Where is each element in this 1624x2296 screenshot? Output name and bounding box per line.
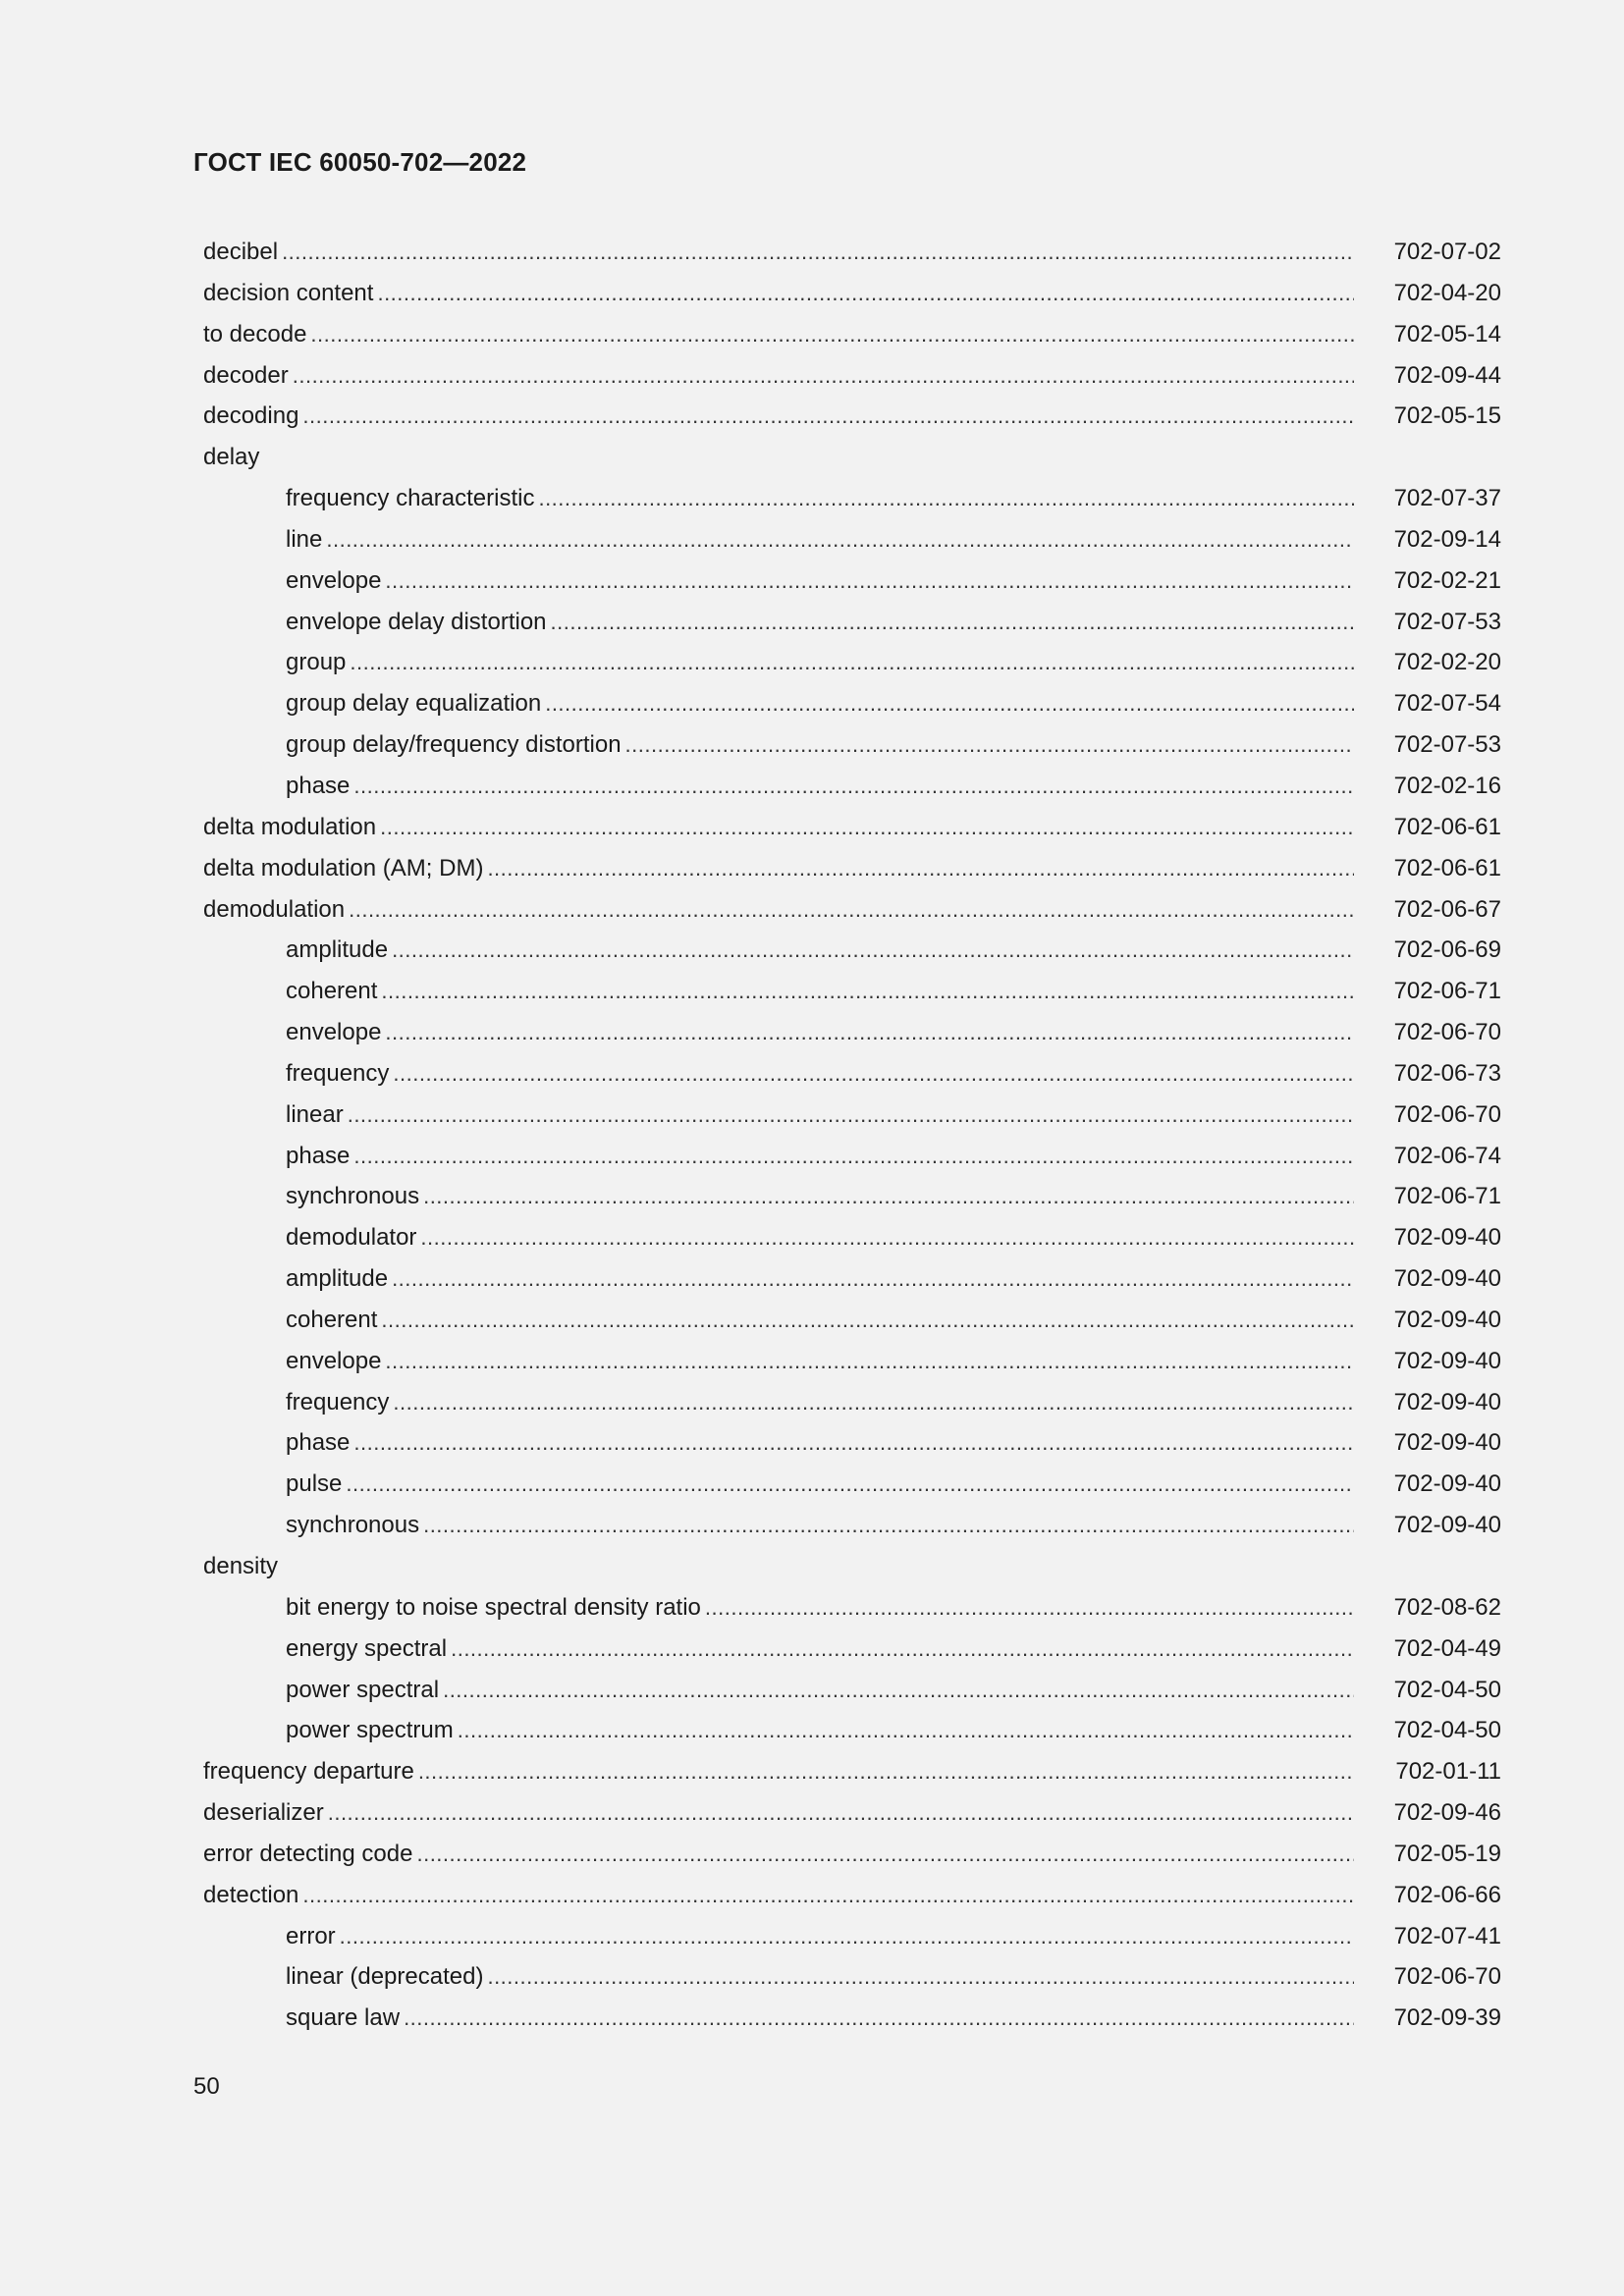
index-entry [203, 396, 1501, 437]
index-reference-code: 702-09-40 [1393, 1429, 1501, 1457]
index-entry [203, 1217, 1501, 1258]
index-entry [203, 971, 1501, 1012]
index-reference-code: 702-04-50 [1393, 1717, 1501, 1744]
dot-leader [328, 1792, 1354, 1834]
index-term: frequency characteristic [286, 485, 535, 512]
index-term: phase [286, 1429, 351, 1457]
index-term: amplitude [286, 1265, 389, 1293]
index-reference-code: 702-09-40 [1393, 1388, 1501, 1415]
index-term: envelope [286, 566, 382, 594]
dot-leader [326, 519, 1354, 561]
index-reference-code: 702-07-37 [1393, 485, 1501, 512]
index-entry [203, 1751, 1501, 1792]
index-reference-code: 702-05-15 [1393, 402, 1501, 430]
index-term: coherent [286, 978, 378, 1005]
index-term: group delay equalization [286, 690, 542, 718]
index-reference-code: 702-01-11 [1395, 1758, 1501, 1786]
dot-leader [392, 930, 1354, 971]
dot-leader [293, 355, 1354, 397]
index-entry [203, 724, 1501, 766]
dot-leader [423, 1176, 1354, 1217]
dot-leader [302, 1875, 1354, 1916]
page-number: 50 [193, 2073, 220, 2100]
index-reference-code: 702-07-53 [1393, 731, 1501, 759]
index-reference-code: 702-09-39 [1393, 2004, 1501, 2032]
index-reference-code: 702-09-46 [1393, 1799, 1501, 1827]
index-reference-code: 702-04-20 [1393, 279, 1501, 306]
index-reference-code: 702-07-02 [1393, 239, 1501, 265]
index-entry [203, 314, 1501, 355]
index-entry [203, 1012, 1501, 1053]
dot-leader [380, 807, 1354, 848]
dot-leader [538, 478, 1354, 519]
index-term: detection [203, 1881, 299, 1908]
dot-leader [423, 1505, 1354, 1546]
dot-leader [381, 1300, 1354, 1341]
index-reference-code: 702-09-40 [1393, 1306, 1501, 1333]
dot-leader [353, 1422, 1354, 1464]
index-term: linear (deprecated) [286, 1963, 484, 1991]
index-term: phase [286, 1142, 351, 1169]
index-entry [203, 1464, 1501, 1505]
index-entry [203, 1546, 1501, 1587]
index-reference-code: 702-06-67 [1393, 895, 1501, 923]
index-entry [203, 1258, 1501, 1300]
index-reference-code: 702-09-40 [1393, 1347, 1501, 1374]
index-reference-code: 702-05-19 [1393, 1840, 1501, 1867]
index-term: decoding [203, 402, 299, 430]
index-term: group [286, 649, 347, 676]
dot-leader [348, 1095, 1354, 1136]
index-term: envelope [286, 1347, 382, 1374]
index-entry [203, 1300, 1501, 1341]
document-header: ГОСТ IEC 60050-702—2022 [193, 147, 527, 177]
dot-leader [418, 1751, 1354, 1792]
index-reference-code: 702-09-40 [1393, 1224, 1501, 1252]
dot-leader [353, 766, 1354, 807]
index-term: error [286, 1922, 336, 1949]
index-term: square law [286, 2004, 401, 2032]
index-reference-code: 702-07-41 [1393, 1922, 1501, 1949]
index-entry [203, 1710, 1501, 1751]
index-reference-code: 702-06-70 [1393, 1100, 1501, 1128]
index-entry [203, 807, 1501, 848]
index-term: demodulation [203, 895, 346, 923]
dot-leader [416, 1834, 1354, 1875]
dot-leader [392, 1258, 1354, 1300]
index-reference-code: 702-06-70 [1393, 1019, 1501, 1046]
index-term: phase [286, 772, 351, 799]
dot-leader [302, 396, 1354, 437]
index-reference-code: 702-09-40 [1393, 1470, 1501, 1498]
dot-leader [393, 1382, 1354, 1423]
dot-leader [349, 889, 1354, 931]
index-entry [203, 273, 1501, 314]
index-term: synchronous [286, 1512, 420, 1539]
index-entry [203, 437, 1501, 478]
index-term: line [286, 525, 323, 553]
index-entry [203, 1670, 1501, 1711]
index-term: decision content [203, 279, 374, 306]
index-entry [203, 1053, 1501, 1095]
index-reference-code: 702-05-14 [1393, 320, 1501, 347]
index-reference-code: 702-02-20 [1393, 649, 1501, 676]
dot-leader [381, 971, 1354, 1012]
index-entry [203, 1956, 1501, 1998]
index-term: synchronous [286, 1183, 420, 1210]
index-term: demodulator [286, 1224, 417, 1252]
index-reference-code: 702-09-44 [1393, 361, 1501, 389]
index-entry [203, 1505, 1501, 1546]
index-reference-code: 702-09-40 [1393, 1265, 1501, 1293]
index-reference-code: 702-06-69 [1393, 936, 1501, 964]
index-reference-code: 702-06-71 [1393, 978, 1501, 1005]
index-reference-code: 702-06-61 [1393, 854, 1501, 881]
index-term: bit energy to noise spectral density ratio [286, 1593, 701, 1621]
index-term: envelope [286, 1019, 382, 1046]
index-entry [203, 1998, 1501, 2039]
index-reference-code: 702-06-71 [1393, 1183, 1501, 1210]
index-reference-code: 702-07-53 [1393, 608, 1501, 635]
index-term: density [203, 1553, 279, 1579]
index-entry [203, 930, 1501, 971]
index-entry [203, 478, 1501, 519]
index-term: frequency [286, 1388, 390, 1415]
index-reference-code: 702-06-70 [1393, 1963, 1501, 1991]
index-entry [203, 1136, 1501, 1177]
index-entry [203, 683, 1501, 724]
dot-leader [545, 683, 1354, 724]
dot-leader [705, 1587, 1354, 1629]
dot-leader [282, 232, 1354, 273]
dot-leader [443, 1670, 1354, 1711]
dot-leader [377, 273, 1354, 314]
dot-leader [385, 1341, 1354, 1382]
dot-leader [350, 642, 1354, 683]
dot-leader [551, 602, 1354, 643]
index-term: coherent [286, 1306, 378, 1333]
index-term: power spectrum [286, 1717, 454, 1744]
index-entry [203, 889, 1501, 931]
index-entry [203, 1916, 1501, 1957]
index-term: group delay/frequency distortion [286, 731, 622, 759]
index-reference-code: 702-06-61 [1393, 813, 1501, 840]
dot-leader [625, 724, 1354, 766]
dot-leader [310, 314, 1354, 355]
index-entry [203, 1792, 1501, 1834]
dot-leader [420, 1217, 1354, 1258]
dot-leader [458, 1710, 1354, 1751]
index-term: energy spectral [286, 1634, 448, 1662]
dot-leader [385, 561, 1354, 602]
dot-leader [340, 1916, 1354, 1957]
index-term: error detecting code [203, 1840, 413, 1867]
index-list [203, 232, 1501, 2039]
index-reference-code: 702-07-54 [1393, 690, 1501, 718]
dot-leader [385, 1012, 1354, 1053]
index-reference-code: 702-08-62 [1393, 1593, 1501, 1621]
index-reference-code: 702-02-21 [1393, 566, 1501, 594]
index-reference-code: 702-06-74 [1393, 1142, 1501, 1169]
dot-leader [404, 1998, 1354, 2039]
index-entry [203, 848, 1501, 889]
index-entry [203, 561, 1501, 602]
index-entry [203, 519, 1501, 561]
index-reference-code: 702-06-73 [1393, 1059, 1501, 1087]
index-term: amplitude [286, 936, 389, 964]
index-term: decoder [203, 361, 289, 389]
index-entry [203, 1382, 1501, 1423]
index-entry [203, 1875, 1501, 1916]
index-term: envelope delay distortion [286, 608, 547, 635]
index-term: pulse [286, 1470, 343, 1498]
index-reference-code: 702-06-66 [1393, 1881, 1501, 1908]
index-reference-code: 702-04-50 [1393, 1676, 1501, 1703]
index-entry [203, 1422, 1501, 1464]
index-entry [203, 1587, 1501, 1629]
index-entry [203, 1834, 1501, 1875]
dot-leader [487, 1956, 1354, 1998]
index-entry [203, 1341, 1501, 1382]
dot-leader [353, 1136, 1354, 1177]
index-term: delta modulation [203, 813, 377, 840]
index-term: frequency [286, 1059, 390, 1087]
dot-leader [451, 1629, 1354, 1670]
dot-leader [346, 1464, 1354, 1505]
index-entry [203, 1176, 1501, 1217]
index-term: delta modulation (AM; DM) [203, 854, 484, 881]
dot-leader [393, 1053, 1354, 1095]
index-entry [203, 355, 1501, 397]
index-entry [203, 766, 1501, 807]
index-entry [203, 1095, 1501, 1136]
index-term: deserializer [203, 1799, 324, 1827]
index-term: delay [203, 444, 260, 471]
index-term: power spectral [286, 1676, 440, 1703]
index-entry [203, 232, 1501, 273]
dot-leader [487, 848, 1354, 889]
index-term: linear [286, 1100, 344, 1128]
index-entry [203, 1629, 1501, 1670]
index-reference-code: 702-04-49 [1393, 1634, 1501, 1662]
index-reference-code: 702-02-16 [1393, 772, 1501, 799]
index-reference-code: 702-09-40 [1393, 1512, 1501, 1539]
index-entry [203, 642, 1501, 683]
index-term: to decode [203, 320, 307, 347]
index-reference-code: 702-09-14 [1393, 525, 1501, 553]
index-entry [203, 602, 1501, 643]
index-term: frequency departure [203, 1758, 414, 1786]
index-term: decibel [203, 239, 279, 265]
